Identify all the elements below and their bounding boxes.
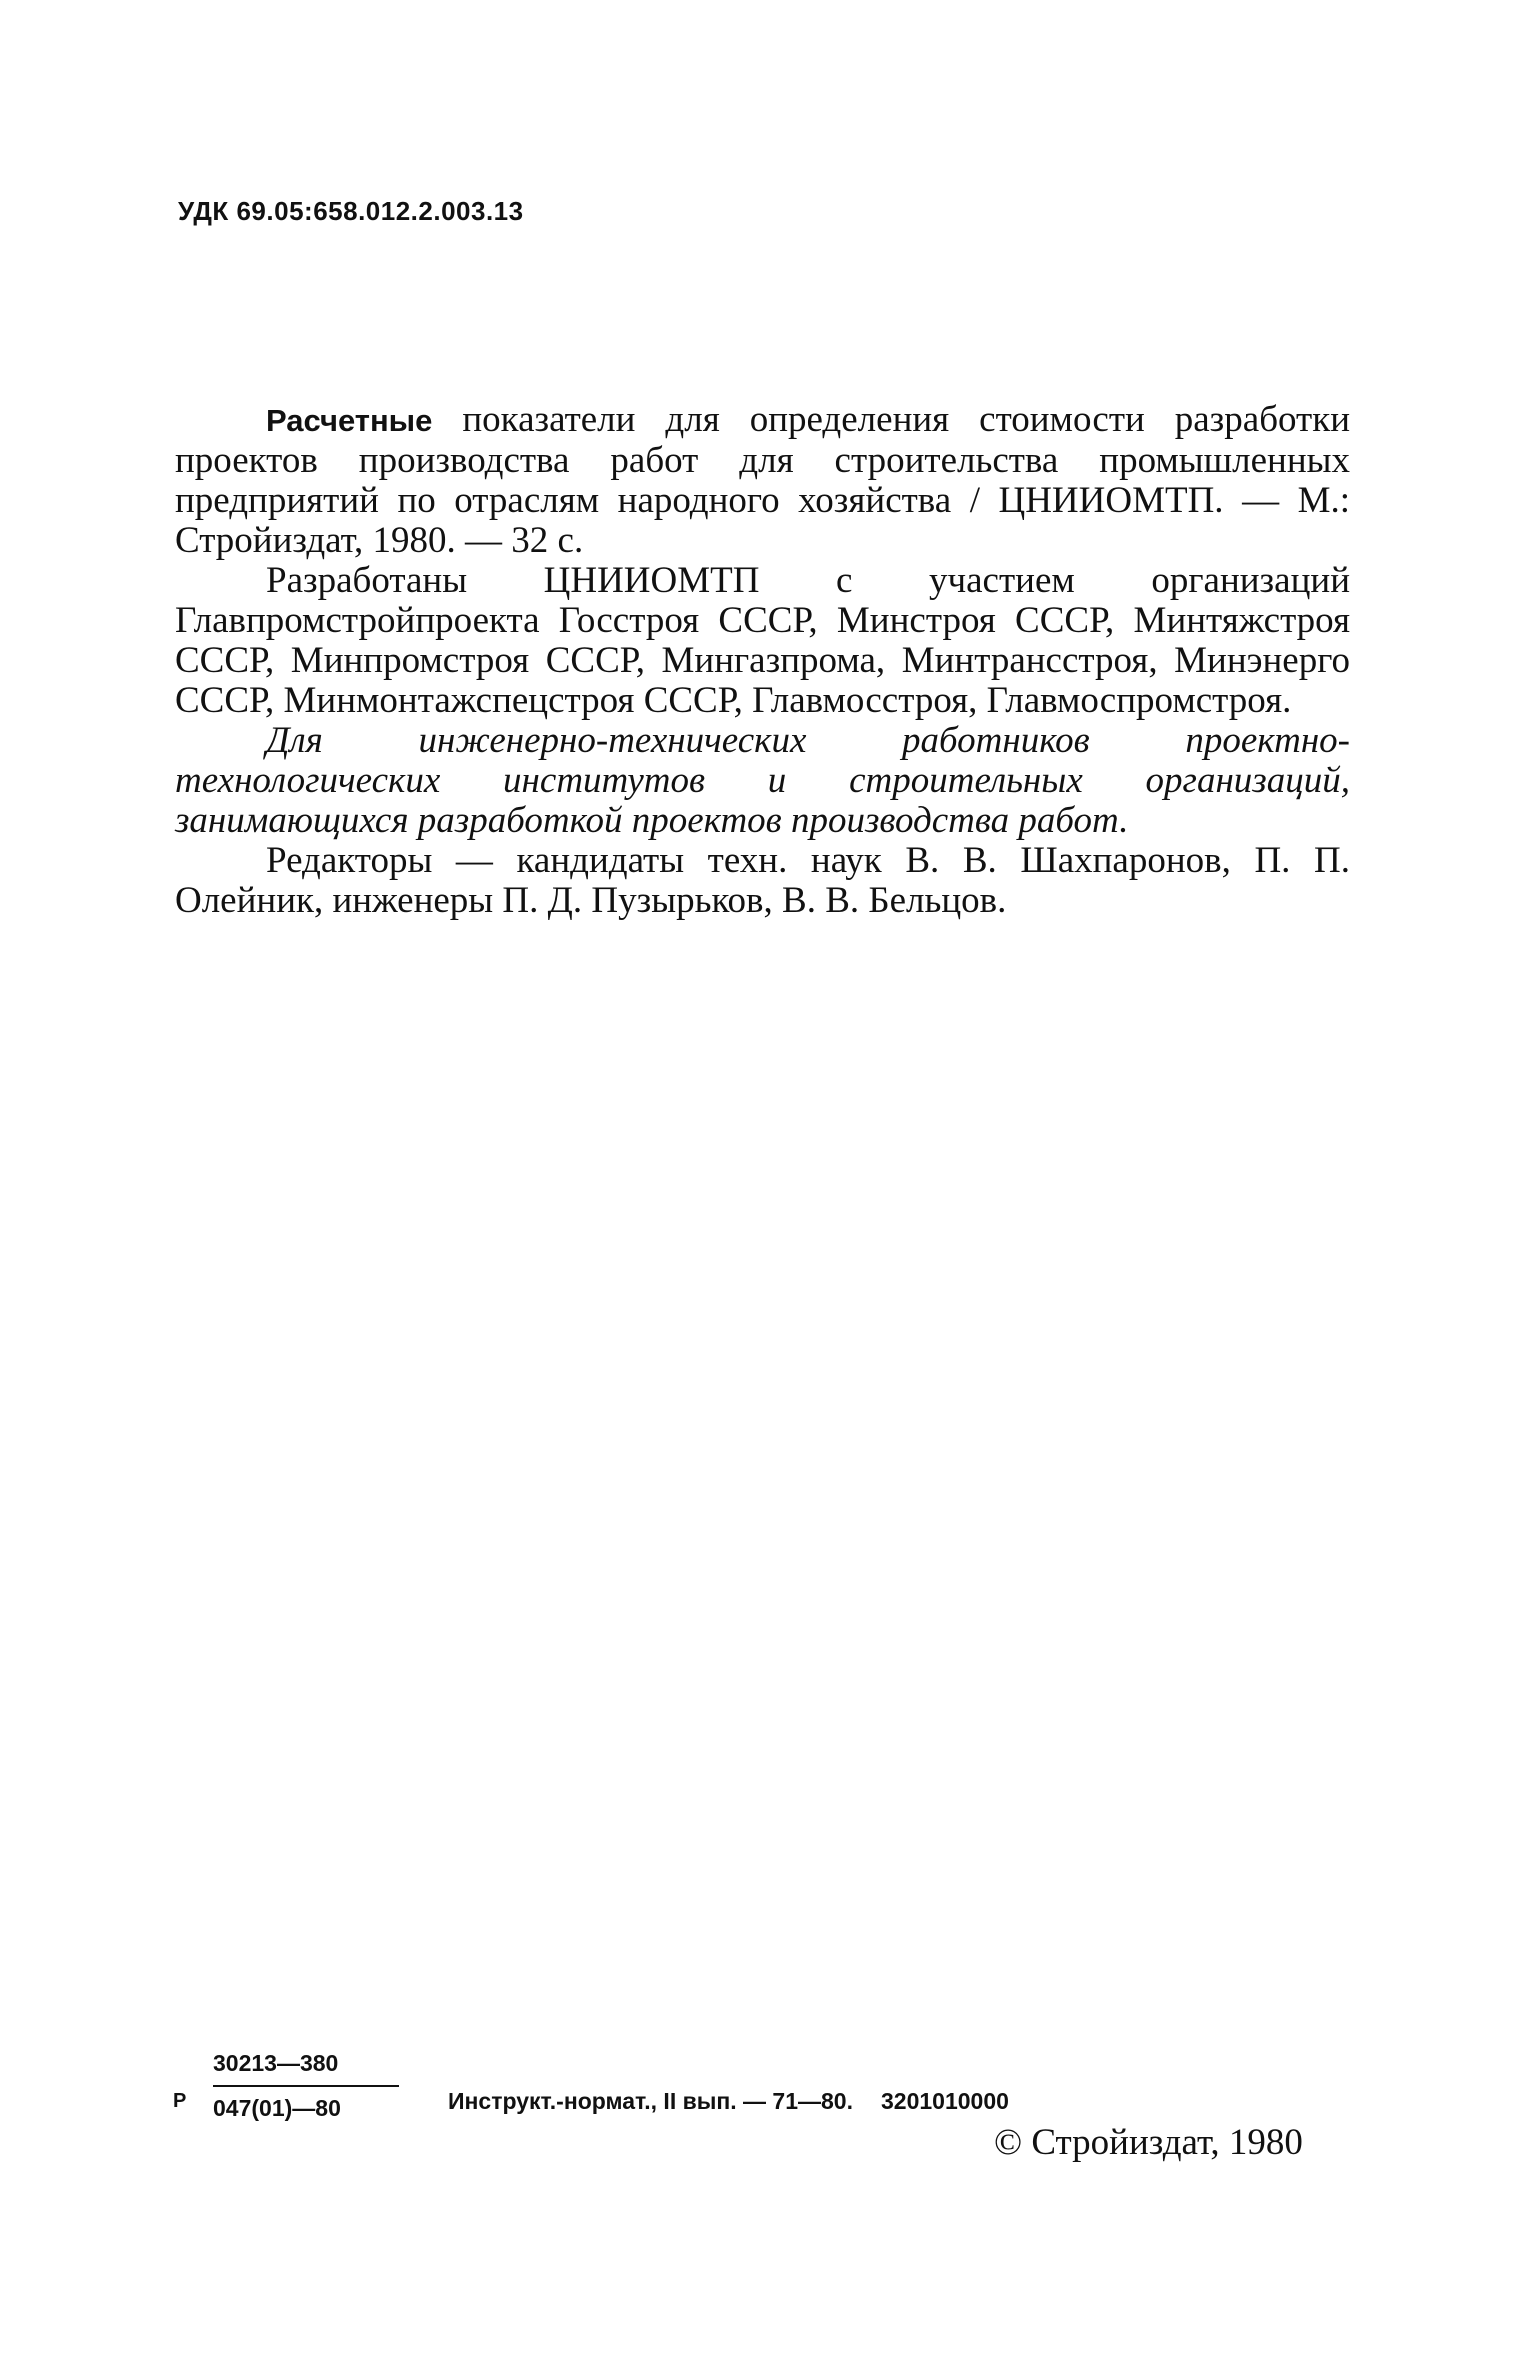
- title-rest: показатели для определения стоимости разработки проектов производства работ для строительства промышленных предприятий по отраслям народного хозяйства / ЦНИИОМТП. — М.: Стройиздат, 1980. — 32 с.: [175, 399, 1350, 561]
- catalog-code: 3201010000: [881, 2088, 1009, 2114]
- fraction-line: [213, 2085, 399, 2087]
- udc-code: УДК 69.05:658.012.2.003.13: [178, 196, 524, 226]
- index-numerator: 30213—380: [213, 2050, 339, 2076]
- developers-paragraph: Разработаны ЦНИИОМТП с участием организаций Главпромстройпроекта Госстроя СССР, Минстроя СССР, Минтяжстроя СССР, Минпромстроя СССР, Мингазпрома, Минтрансстроя, Минэнерго СССР, Минмонтажспецстроя СССР, Главмосстроя, Главмоспромстроя.: [175, 560, 1350, 721]
- title-lead-word: Расчетные: [266, 403, 433, 438]
- index-denominator: 047(01)—80: [213, 2095, 341, 2121]
- bibliographic-description: [175, 400, 1350, 561]
- audience-paragraph: Для инженерно-технических работников проектно-технологических институтов и строительных организаций, занимающихся разработкой проектов производства работ.: [175, 720, 1350, 841]
- series-info: Инструкт.-нормат., II вып. — 71—80.: [448, 2088, 853, 2114]
- index-mark: Р: [173, 2090, 187, 2112]
- copyright-notice: © Стройиздат, 1980: [994, 2122, 1303, 2163]
- annotation-block: [175, 400, 1350, 921]
- publication-info: [448, 2088, 1009, 2115]
- editors-paragraph: Редакторы — кандидаты техн. наук В. В. Шахпаронов, П. П. Олейник, инженеры П. Д. Пузырьков, В. В. Бельцов.: [175, 840, 1350, 921]
